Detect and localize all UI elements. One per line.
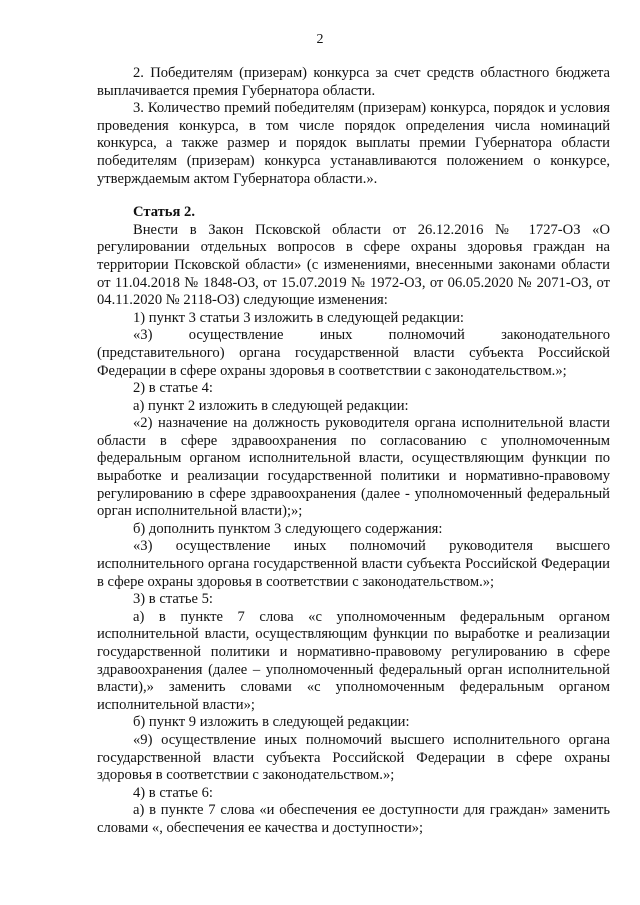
- paragraph-11: 3) в статье 5:: [133, 591, 213, 608]
- article-2-heading: Статья 2.: [133, 204, 195, 221]
- paragraph-13: б) пункт 9 изложить в следующей редакции:: [133, 714, 410, 731]
- page-number: 2: [316, 32, 324, 47]
- paragraph-9: б) дополнить пунктом 3 следующего содержания:: [133, 520, 443, 537]
- paragraph-10: «3) осуществление иных полномочий руководителя высшего исполнительного органа государственной власти субъекта Российской Федерации в сфере охраны здоровья в соответствии с законодательством.»;: [97, 538, 610, 590]
- paragraph-8: «2) назначение на должность руководителя органа исполнительной власти области в сфере здравоохранения по согласованию с уполномоченным федеральным органом исполнительной власти, осуществляющим функции по выработке и реализации государственной политики и нормативно-правовому регулированию в сфере здравоохранения (далее - уполномоченный федеральный орган исполнительной власти);»;: [97, 415, 610, 520]
- paragraph-5: «3) осуществление иных полномочий законодательного (представительного) органа государственной власти субъекта Российской Федерации в сфере охраны здоровья в соответствии с законодательством.»;: [97, 327, 610, 379]
- document-body: [97, 65, 610, 838]
- paragraph-16: а) в пункте 7 слова «и обеспечения ее доступности для граждан» заменить словами «, обеспечения ее качества и доступности»;: [97, 802, 610, 836]
- paragraph-7: а) пункт 2 изложить в следующей редакции:: [133, 397, 409, 414]
- paragraph-3: Внести в Закон Псковской области от 26.12.2016 № 1727-ОЗ «О регулировании отдельных вопросов в сфере охраны здоровья граждан на территории Псковской области» (с изменениями, внесенными законами области от 11.04.2018 № 1848-ОЗ, от 15.07.2019 № 1972-ОЗ, от 06.05.2020 № 2071-ОЗ, от 04.11.2020 № 2118-ОЗ) следующие изменения:: [97, 221, 610, 309]
- paragraph-1: 2. Победителям (призерам) конкурса за счет средств областного бюджета выплачивается премия Губернатора области.: [97, 65, 610, 99]
- paragraph-12: а) в пункте 7 слова «с уполномоченным федеральным органом исполнительной власти, осуществляющим функции по выработке и реализации государственной политики и нормативно-правовому регулированию в сфере здравоохранения (далее – уполномоченный федеральный орган исполнительной власти),» заменить словами «с уполномоченным федеральным органом исполнительной власти»;: [97, 608, 610, 713]
- paragraph-2: 3. Количество премий победителям (призерам) конкурса, порядок и условия проведения конкурса, в том числе порядок определения числа номинаций конкурса, а также размер и порядок выплаты премии Губернатора области победителям (призерам) конкурса устанавливаются положением о конкурсе, утверждаемым актом Губернатора области.».: [97, 100, 610, 187]
- paragraph-15: 4) в статье 6:: [133, 784, 213, 801]
- spacer: [97, 188, 610, 204]
- paragraph-14: «9) осуществление иных полномочий высшего исполнительного органа государственной власти субъекта Российской Федерации в сфере охраны здоровья в соответствии с законодательством.»;: [97, 731, 610, 784]
- paragraph-4: 1) пункт 3 статьи 3 изложить в следующей редакции:: [133, 309, 464, 326]
- paragraph-6: 2) в статье 4:: [133, 380, 213, 397]
